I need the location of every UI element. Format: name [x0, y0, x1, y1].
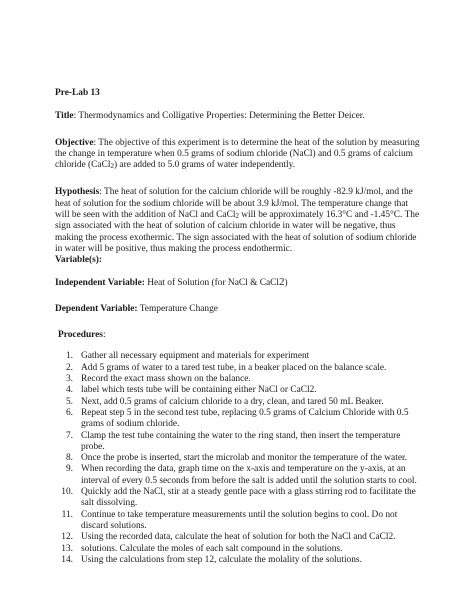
list-item-number: 5.	[65, 396, 73, 407]
list-item-number: 13.	[61, 543, 73, 554]
list-item	[55, 374, 425, 385]
list-item	[55, 453, 425, 464]
list-item-text: Gather all necessary equipment and materials for experiment	[81, 351, 310, 362]
variables-colon: :	[98, 255, 103, 266]
list-item	[55, 510, 425, 533]
procedures-label: Procedures	[58, 330, 103, 341]
list-item-number: 3.	[65, 374, 73, 385]
hypothesis-subscript: 2	[235, 212, 239, 221]
list-item-number: 9.	[65, 464, 73, 475]
list-item-text: Next, add 0.5 grams of calcium chloride to a dry, clean, and tared 50 mL Beaker.	[81, 396, 384, 407]
list-item-text: Record the exact mass shown on the balance.	[81, 374, 251, 385]
list-item	[55, 363, 425, 374]
independent-variable	[55, 277, 425, 289]
list-item-text: Add 5 grams of water to a tared test tube, in a beaker placed on the balance scale.	[81, 362, 387, 373]
list-item	[55, 397, 425, 408]
list-item-number: 7.	[65, 430, 73, 441]
dependent-label: Dependent Variable:	[55, 303, 138, 314]
title-label: Title	[55, 111, 74, 122]
list-item	[55, 464, 425, 487]
list-item	[55, 532, 425, 543]
objective-label: Objective	[55, 137, 94, 148]
hypothesis-text: : The heat of solution for the calcium chloride will be roughly -82.9 kJ/mol, and the heat of solution for the sodium chloride will be about 3.9 kJ/mol. The temperature change that will be seen with the addition of NaCl and CaCl	[55, 187, 413, 221]
dependent-text: Temperature Change	[137, 303, 218, 314]
list-item-text: solutions. Calculate the moles of each salt compound in the solutions.	[81, 543, 343, 554]
list-item-text: When recording the data, graph time on the x-axis and temperature on the y-axis, at an interval of every 0.5 seconds from before the salt is added until the solution starts to cool.	[81, 464, 417, 486]
procedures-list	[55, 351, 425, 566]
variables-label: Variable(s)	[55, 255, 99, 266]
list-item-text: Continue to take temperature measurements until the solution begins to cool. Do not discard solutions.	[81, 509, 398, 531]
list-item-number: 8.	[65, 453, 73, 464]
list-item-text: Repeat step 5 in the second test tube, replacing 0.5 grams of Calcium Chloride with 0.5 grams of sodium chloride.	[81, 407, 409, 430]
list-item	[55, 487, 425, 510]
title-line	[55, 111, 425, 122]
title-text: : Thermodynamics and Colligative Properties: Determining the Better Deicer.	[73, 111, 365, 122]
list-item	[55, 351, 425, 362]
list-item-number: 2.	[65, 362, 73, 373]
list-item-text: Once the probe is inserted, start the microlab and monitor the temperature of the water.	[81, 453, 407, 464]
hypothesis-text-end: will be approximately 16.3°C and -1.45°C. The sign associated with the heat of solution of calcium chloride in water will be negative, thus making the process exothermic. The sign associated with the heat of solution of sodium chloride in water will be positive, thus making the process endothermic.	[55, 210, 420, 254]
hypothesis-label: Hypothesis	[55, 187, 100, 198]
list-item-number: 10.	[61, 487, 73, 498]
list-item	[55, 544, 425, 555]
independent-text-end: )	[284, 277, 288, 288]
list-item-text: Using the recorded data, calculate the heat of solution for both the NaCl and CaCl2.	[81, 532, 396, 543]
independent-subscript: 2	[278, 275, 285, 288]
list-item-number: 11.	[61, 509, 73, 520]
objective-text: : The objective of this experiment is to determine the heat of the solution by measuring the change in temperature when 0.5 grams of sodium chloride (NaCl) and 0.5 grams of calcium chloride (CaCl	[55, 137, 420, 171]
list-item	[55, 431, 425, 454]
list-item-number: 6.	[65, 407, 73, 418]
prelab-heading: Pre-Lab 13	[55, 88, 100, 98]
procedures-colon: :	[102, 330, 106, 341]
list-item-text: Clamp the test tube containing the water to the ring stand, then insert the temperature probe.	[81, 430, 401, 452]
independent-label: Independent Variable:	[55, 277, 145, 288]
list-item-number: 4.	[65, 385, 73, 396]
list-item-number: 14.	[61, 554, 73, 565]
list-item-number: 12.	[61, 532, 73, 543]
list-item	[55, 408, 425, 431]
independent-text: Heat of Solution (for NaCl & CaCl	[144, 277, 279, 288]
list-item-text: Using the calculations from step 12, calculate the molality of the solutions.	[81, 554, 362, 565]
list-item	[55, 385, 425, 396]
list-item-text: label which tests tube will be containing either NaCl or CaCl2.	[81, 385, 317, 396]
document-page	[55, 88, 425, 566]
objective-paragraph	[55, 138, 425, 172]
objective-subscript: 2	[110, 162, 114, 171]
variables-heading	[55, 255, 425, 266]
list-item	[55, 555, 425, 566]
objective-text-end: ) are added to 5.0 grams of water independently.	[113, 160, 296, 171]
dependent-variable	[55, 304, 425, 315]
list-item-number: 1.	[65, 351, 73, 362]
procedures-heading	[58, 330, 425, 341]
list-item-text: Quickly add the NaCl, stir at a steady gentle pace with a glass stirring rod to facilitate the salt dissolving.	[81, 487, 416, 509]
hypothesis-paragraph	[55, 187, 425, 255]
